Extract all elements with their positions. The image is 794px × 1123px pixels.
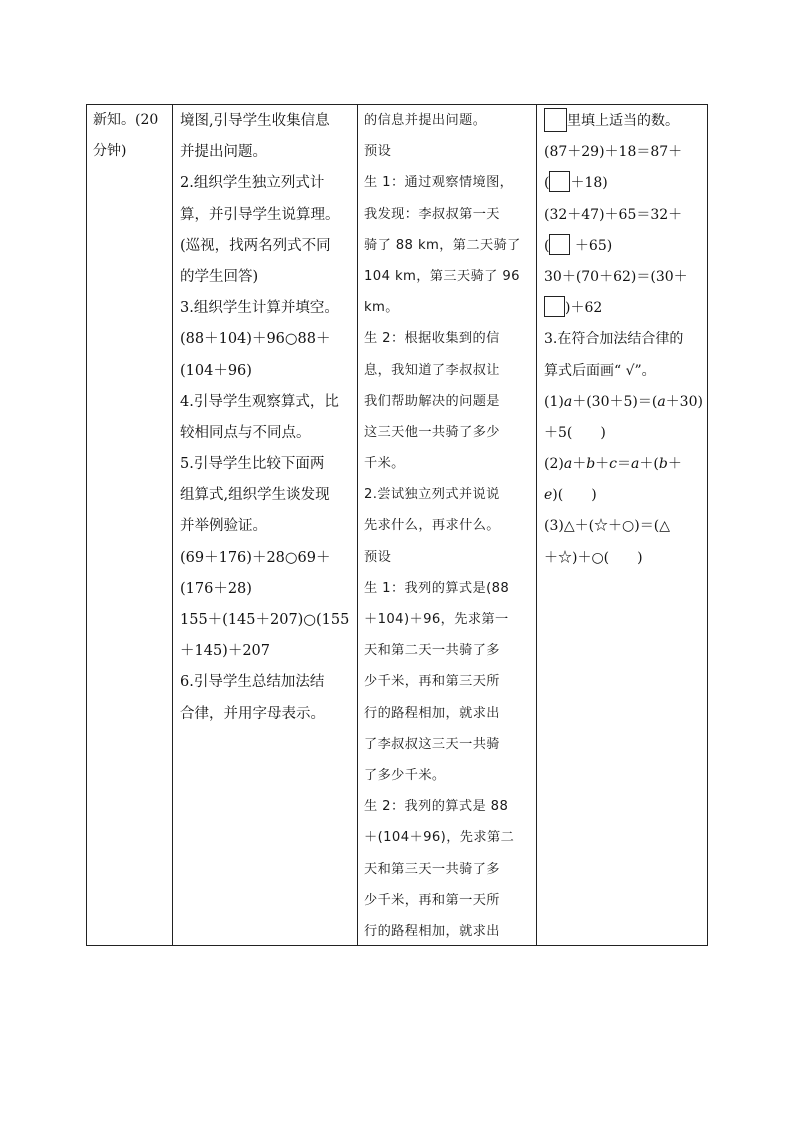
exercise-text: )( ) — [552, 487, 597, 504]
exercise-text: 里填上适当的数。 — [567, 113, 679, 129]
exercise-line — [537, 231, 707, 262]
exercise-line: 30＋(70＋62)＝(30＋ — [544, 268, 688, 285]
variable: e — [544, 487, 553, 504]
student-line: 这三天他一共骑了多少 — [364, 424, 500, 440]
student-line: 了李叔叔这三天一共骑 — [364, 736, 500, 752]
student-line: 天和第二天一共骑了多 — [364, 643, 500, 659]
teacher-line: (巡视，找两名列式不同 — [180, 237, 331, 254]
exercise-text: ＝ — [617, 456, 632, 473]
student-line: 行的路程相加，就求出 — [364, 705, 500, 721]
student-line: 生 2：根据收集到的信 — [364, 331, 500, 347]
teacher-line: 4.引导学生观察算式，比 — [180, 393, 339, 410]
student-line: 了多少千米。 — [364, 767, 446, 783]
student-line: 生 1：我列的算式是(88 — [364, 580, 510, 596]
student-line: 生 1：通过观察情境图， — [364, 175, 514, 191]
teacher-line: 6.引导学生总结加法结 — [180, 674, 325, 691]
teacher-line: 较相同点与不同点。 — [180, 424, 311, 441]
student-line: 息，我知道了李叔叔让 — [364, 362, 500, 378]
variable: a — [563, 393, 573, 410]
exercise-line: 3.在符合加法结合律的 — [544, 331, 684, 348]
student-line: 千米。 — [364, 456, 405, 472]
teacher-line: 155＋(145＋207)○(155 — [180, 612, 350, 628]
stage-column — [87, 105, 173, 945]
blank-box[interactable] — [544, 296, 565, 317]
teacher-line: 算，并引导学生说算理。 — [180, 206, 340, 223]
exercise-line — [537, 106, 707, 137]
exercise-line: ＋5( ) — [544, 424, 606, 441]
exercise-line — [537, 387, 707, 418]
exercise-text: (1) — [544, 393, 564, 410]
variable: b — [586, 456, 596, 473]
variable: a — [563, 456, 573, 473]
exercise-text: ＋30) — [665, 393, 703, 410]
exercise-line — [537, 168, 707, 199]
variable: a — [657, 393, 666, 410]
teacher-line: (104＋96) — [180, 362, 252, 379]
student-line: ＋104)＋96，先求第一 — [364, 612, 509, 627]
teacher-activity-column — [173, 105, 358, 945]
teacher-line: (88＋104)＋96○88＋ — [180, 331, 331, 348]
stage-line: 分钟) — [93, 143, 127, 160]
student-line: 我发现：李叔叔第一天 — [364, 206, 500, 222]
student-line: 先求什么，再求什么。 — [364, 518, 500, 534]
exercise-line: (3)△＋(☆＋○)＝(△ — [544, 518, 670, 535]
exercise-text: ( — [544, 237, 550, 254]
teacher-line: (176＋28) — [180, 580, 252, 597]
teacher-line: 的学生回答) — [180, 268, 259, 285]
exercise-text: ( — [544, 175, 550, 192]
teacher-line: 境图,引导学生收集信息 — [180, 113, 330, 129]
exercise-text: ＋65) — [570, 237, 613, 254]
exercise-line: ＋☆)＋○( ) — [544, 549, 643, 566]
student-line: 少千米，再和第三天所 — [364, 674, 500, 690]
blank-box[interactable] — [549, 171, 570, 192]
exercise-text: ＋ — [595, 456, 610, 473]
variable: c — [609, 456, 618, 473]
exercise-line — [537, 449, 707, 480]
student-activity-column — [358, 105, 537, 945]
exercise-line: (32＋47)＋65＝32＋ — [544, 206, 683, 223]
student-line: 天和第三天一共骑了多 — [364, 861, 500, 877]
student-line: ＋(104＋96)，先求第二 — [364, 830, 515, 846]
student-line: 少千米，再和第一天所 — [364, 892, 500, 908]
teacher-line: 5.引导学生比较下面两 — [180, 456, 325, 473]
stage-line: 新知。(20 — [93, 112, 159, 128]
variable: a — [631, 456, 640, 473]
student-line: 行的路程相加，就求出 — [364, 923, 500, 939]
exercise-line: 算式后面画“ √”。 — [544, 362, 656, 379]
exercise-line: (87＋29)＋18＝87＋ — [544, 144, 683, 161]
teacher-line: 并提出问题。 — [180, 144, 267, 161]
lesson-table — [86, 104, 708, 946]
exercise-text: ＋( — [639, 456, 659, 473]
student-line: 我们帮助解决的问题是 — [364, 393, 500, 409]
exercise-text: (2) — [544, 456, 564, 473]
teacher-line: 2.组织学生独立列式计 — [180, 175, 325, 192]
exercise-text: )＋62 — [565, 300, 603, 317]
student-line: 的信息并提出问题。 — [364, 113, 487, 128]
exercise-text: ＋18) — [570, 175, 608, 192]
teacher-line: (69＋176)＋28○69＋ — [180, 549, 331, 566]
blank-box[interactable] — [544, 108, 567, 132]
exercise-text: ＋ — [572, 456, 587, 473]
variable: b — [658, 456, 668, 473]
teacher-line: 合律，并用字母表示。 — [180, 705, 325, 722]
exercise-line — [537, 480, 707, 511]
exercise-text: ＋ — [667, 456, 682, 473]
teacher-line: 3.组织学生计算并填空。 — [180, 300, 339, 317]
student-line: 预设 — [364, 549, 392, 565]
blank-box[interactable] — [549, 234, 570, 255]
student-line: km。 — [364, 300, 399, 316]
teacher-line: 组算式,组织学生谈发现 — [180, 487, 330, 504]
student-line: 预设 — [364, 144, 392, 160]
exercise-line — [537, 293, 707, 324]
student-line: 2.尝试独立列式并说说 — [364, 487, 500, 503]
student-line: 骑了 88 km，第二天骑了 — [364, 237, 521, 253]
teacher-line: ＋145)＋207 — [180, 643, 271, 660]
teacher-line: 并举例验证。 — [180, 518, 267, 535]
exercise-text: ＋(30＋5)＝( — [572, 393, 658, 410]
student-line: 生 2：我列的算式是 88 — [364, 799, 509, 815]
student-line: 104 km，第三天骑了 96 — [364, 268, 520, 284]
exercise-column — [537, 105, 707, 945]
